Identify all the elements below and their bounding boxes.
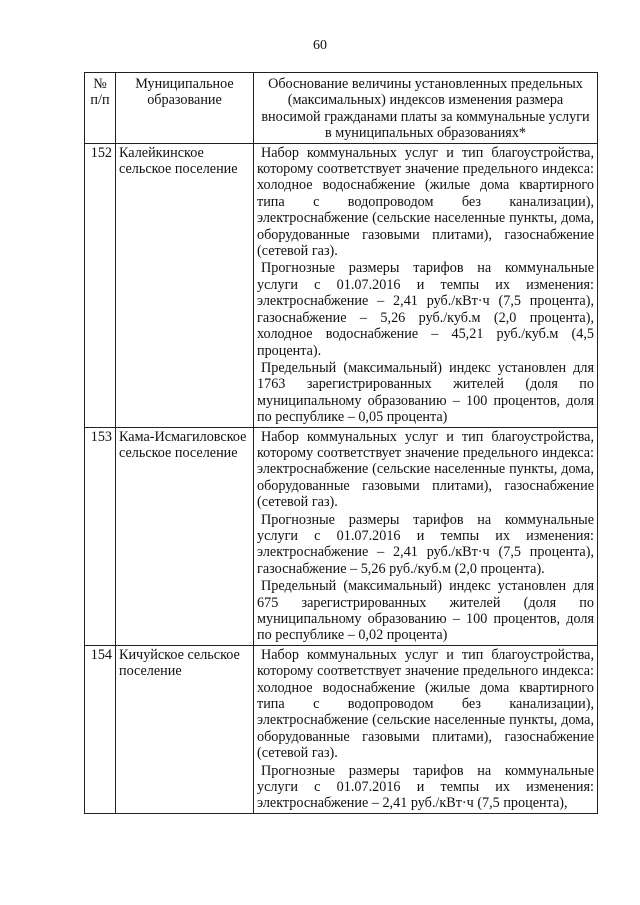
table-row bbox=[85, 645, 598, 813]
municipality-name: Калейкинское сельское поселение bbox=[116, 143, 254, 427]
index-paragraph: Предельный (максимальный) индекс установлен для 1763 зарегистрированных жителей (доля по муниципальному образованию – 100 процентов, доля по республике – 0,05 процента) bbox=[257, 359, 594, 426]
table-header-row bbox=[85, 73, 598, 144]
tariff-index-table bbox=[84, 72, 598, 814]
services-paragraph: Набор коммунальных услуг и тип благоустройства, которому соответствует значение предельного индекса: холодное водоснабжение (жилые дома квартирного типа с водопроводом без канализации), электроснабжение (сельские населенные пункты, дома, оборудованные газовыми плитами), газоснабжение (сетевой газ). bbox=[257, 144, 594, 260]
row-number: 153 bbox=[85, 427, 116, 645]
header-justification: Обоснование величины установленных предельных (максимальных) индексов изменения размера вносимой гражданами платы за коммунальные услуги в муниципальных образованиях* bbox=[254, 73, 598, 144]
table-row bbox=[85, 427, 598, 645]
row-number: 154 bbox=[85, 645, 116, 813]
header-municipality: Муниципальное образование bbox=[116, 73, 254, 144]
row-number: 152 bbox=[85, 143, 116, 427]
page-number: 60 bbox=[313, 38, 327, 53]
municipality-name: Кама-Исмагиловское сельское поселение bbox=[116, 427, 254, 645]
tariffs-paragraph: Прогнозные размеры тарифов на коммунальные услуги с 01.07.2016 и темпы их изменения: электроснабжение – 2,41 руб./кВт·ч (7,5 процента), газоснабжение – 5,26 руб./куб.м (2,0 процента), холодное водоснабжение – 45,21 руб./куб.м (4,5 процента). bbox=[257, 260, 594, 359]
table-row bbox=[85, 143, 598, 427]
justification-cell bbox=[254, 645, 598, 813]
services-paragraph: Набор коммунальных услуг и тип благоустройства, которому соответствует значение предельного индекса: холодное водоснабжение (жилые дома квартирного типа с водопроводом без канализации), электроснабжение (сельские населенные пункты, дома, оборудованные газовыми плитами), газоснабжение (сетевой газ). bbox=[257, 646, 594, 762]
tariffs-paragraph: Прогнозные размеры тарифов на коммунальные услуги с 01.07.2016 и темпы их изменения: электроснабжение – 2,41 руб./кВт·ч (7,5 процента), bbox=[257, 762, 594, 812]
justification-cell bbox=[254, 427, 598, 645]
municipality-name: Кичуйское сельское поселение bbox=[116, 645, 254, 813]
justification-cell bbox=[254, 143, 598, 427]
header-num: № п/п bbox=[85, 73, 116, 144]
services-paragraph: Набор коммунальных услуг и тип благоустройства, которому соответствует значение предельного индекса: электроснабжение (сельские населенные пункты, дома, оборудованные газовыми плитами), газоснабжение (сетевой газ). bbox=[257, 428, 594, 511]
index-paragraph: Предельный (максимальный) индекс установлен для 675 зарегистрированных жителей (доля по муниципальному образованию – 100 процентов, доля по республике – 0,02 процента) bbox=[257, 578, 594, 644]
tariffs-paragraph: Прогнозные размеры тарифов на коммунальные услуги с 01.07.2016 и темпы их изменения: электроснабжение – 2,41 руб./кВт·ч (7,5 процента), газоснабжение – 5,26 руб./куб.м (2,0 процента). bbox=[257, 511, 594, 577]
